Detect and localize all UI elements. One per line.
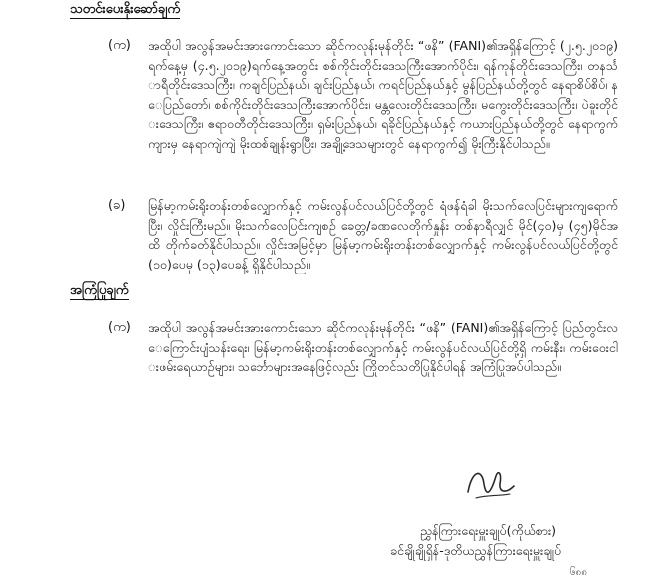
item-marker-ka: (က) xyxy=(108,38,131,53)
warning-paragraph-ka: အထိုပါ အလွန်အမင်းအားကောင်းသော ဆိုင်ကလုန်းမုန်တိုင်း “ဖနိ” (FANI)၏အရှိန်ကြောင့် (၂.၅.၂၀၁၉)ရက်နေ့မှ (၄.၅.၂၀၁၉)ရက်နေ့အတွင်း စစ်ကိုင်းတိုင်းဒေသကြီးအောက်ပိုင်း၊ ရန်ကုန်တိုင်းဒေသကြီး၊ တနင်္သာရီတိုင်းဒေသကြီး၊ ကချင်ပြည်နယ်၊ ချင်းပြည်နယ်၊ ကရင်ပြည်နယ်နှင့် မွန်ပြည်နယ်တို့တွင် နေရာစိပ်စိပ်၊ နေပြည်တော်၊ စစ်ကိုင်းတိုင်းဒေသကြီးအောက်ပိုင်း၊ မန္တလေးတိုင်းဒေသကြီး၊ မကွေးတိုင်းဒေသကြီး၊ ပဲခူးတိုင်းဒေသကြီး၊ ဧရာဝတီတိုင်းဒေသကြီး၊ ရှမ်းပြည်နယ်၊ ရခိုင်ပြည်နယ်နှင့် ကယားပြည်နယ်တို့တွင် နေရာကွက်ကျားမှ နေရာကျဲကျဲ မိုးထစ်ချုန်းရွာပြီး၊ အချို့ဒေသများတွင် နေရာကွက်၍ မိုးကြီးနိုင်ပါသည်။ xyxy=(148,38,618,151)
signatory-name-line: ညွှန်ကြားရေးမှူးချုပ်(ကိုယ်စား) xyxy=(420,523,557,538)
advice-paragraph-ka: အထိုပါ အလွန်အမင်းအားကောင်းသော ဆိုင်ကလုန်းမုန်တိုင်း “ဖနိ” (FANI)၏အရှိန်ကြောင့် ပြည်တွင်းလေကြောင်းပျံသန်းရေး၊ မြန်မာ့ကမ်းရိုးတန်းတစ်လျှောက်နှင့် ကမ်းလွန်ပင်လယ်ပြင်တို့ရှိ ကမ်းနီး၊ ကမ်းဝေးငါးဖမ်းရေယာဉ်များ၊ သင်္ဘောများအနေဖြင့်လည်း ကြိုတင်သတိပြုနိုင်ပါရန် အကြံပြုအပ်ပါသည်။ xyxy=(148,320,618,374)
section-heading-warning: သတင်းပေးနိုးဆော်ချက် xyxy=(70,2,181,17)
item-marker-advice-ka: (က) xyxy=(108,320,131,335)
signatory-title-line: ခင်ချိုချိုရှိန်-ဒုတိယညွှန်ကြားရေးမှူးချုပ် xyxy=(390,543,562,558)
item-marker-kha: (ခ) xyxy=(108,198,126,213)
page-mark: ၆၈၈ xyxy=(570,567,588,578)
handwritten-signature xyxy=(462,462,522,504)
section-heading-advice: အကြံပြုချက် xyxy=(70,283,129,298)
warning-paragraph-kha: မြန်မာ့ကမ်းရိုးတန်းတစ်လျှောက်နှင့် ကမ်းလွန်ပင်လယ်ပြင်တို့တွင် ရံဖန်ရံခါ မိုးသက်လေပြင်းများကျရောက်ပြီး၊ လှိုင်းကြီးမည်။ မိုးသက်လေပြင်းကျစဉ် ခေတ္တ/ခဏလေတိုက်နှုန်း တစ်နာရီလျှင် မိုင်(၄၀)မှ (၄၅)မိုင်အထိ တိုက်ခတ်နိုင်ပါသည်။ လှိုင်းအမြင့်မှာ မြန်မာ့ကမ်းရိုးတန်းတစ်လျှောက်နှင့် ကမ်းလွန်ပင်လယ်ပြင်တို့တွင် (၁၀)ပေမှ (၁၃)ပေခန့် ရှိနိုင်ပါသည်။ xyxy=(148,198,618,272)
